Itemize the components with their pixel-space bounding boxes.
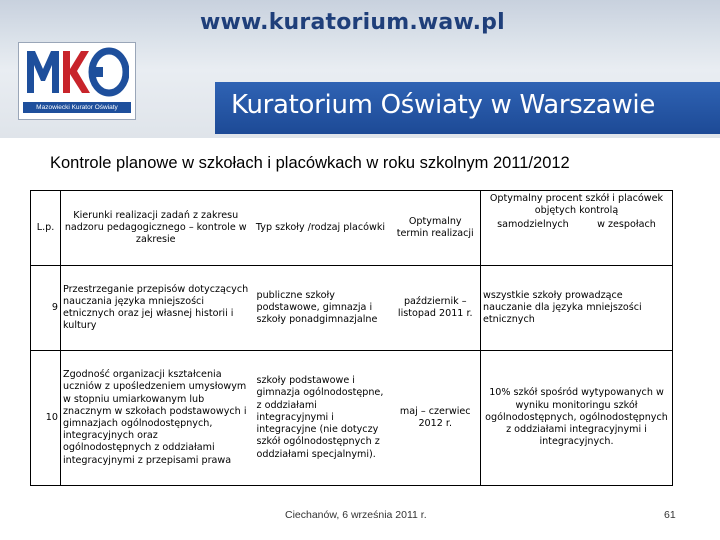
header-lp: L.p. <box>31 191 61 266</box>
org-title-bar <box>215 82 720 134</box>
logo-subtitle: Mazowiecki Kurator Oświaty <box>23 102 131 113</box>
footer-place-date: Ciechanów, 6 września 2011 r. <box>285 509 427 521</box>
header-term: Optymalny termin realizacji <box>391 191 481 266</box>
header-type: Typ szkoły /rodzaj placówki <box>251 191 391 266</box>
row-term: maj – czerwiec 2012 r. <box>391 351 481 486</box>
header-area: Kierunki realizacji zadań z zakresu nadzoru pedagogicznego – kontrole w zakresie <box>61 191 251 266</box>
site-url[interactable]: www.kuratorium.waw.pl <box>200 10 505 35</box>
inspection-plan-table <box>30 190 673 486</box>
row-area: Zgodność organizacji kształcenia uczniów z upośledzeniem umysłowym w stopniu umiarkowanym lub znacznym w szkołach podstawowych i gimnazjach ogólnodostępnych, integracyjnych oraz ogólnodostępnych z oddziałami integracyjnymi z przepisami prawa <box>61 351 251 486</box>
row-area: Przestrzeganie przepisów dotyczących nauczania języka mniejszości etnicznych oraz jej własnej historii i kultury <box>61 266 251 351</box>
row-type: publiczne szkoły podstawowe, gimnazja i szkoły ponadgimnazjalne <box>251 266 391 351</box>
row-lp: 10 <box>31 351 61 486</box>
header-percent-title: Optymalny procent szkół i placówek objętych kontrolą <box>489 193 664 217</box>
row-percent: wszystkie szkoły prowadzące nauczanie dla języka mniejszości etnicznych <box>481 266 673 351</box>
mko-logo-icon <box>25 47 129 97</box>
row-lp: 9 <box>31 266 61 351</box>
header-percent-groups: w zespołach <box>597 219 656 231</box>
slide-title: Kontrole planowe w szkołach i placówkach w roku szkolnym 2011/2012 <box>50 154 570 172</box>
table-row <box>31 266 673 351</box>
page-number: 61 <box>664 509 676 521</box>
org-name: Kuratorium Oświaty w Warszawie <box>231 90 656 120</box>
row-percent: 10% szkół spośród wytypowanych w wyniku monitoringu szkół ogólnodostępnych, ogólnodostępnych z oddziałami integracyjnymi i integracyjnych. <box>481 351 673 486</box>
row-term: październik – listopad 2011 r. <box>391 266 481 351</box>
header-percent <box>481 191 673 266</box>
row-type: szkoły podstawowe i gimnazja ogólnodostępne, z oddziałami integracyjnymi i integracyjne (nie dotyczy szkół ogólnodostępnych z oddziałami specjalnymi). <box>251 351 391 486</box>
header-banner <box>0 0 720 138</box>
table-header-row <box>31 191 673 266</box>
mko-logo <box>18 42 136 120</box>
table-row <box>31 351 673 486</box>
header-percent-independent: samodzielnych <box>497 219 569 231</box>
